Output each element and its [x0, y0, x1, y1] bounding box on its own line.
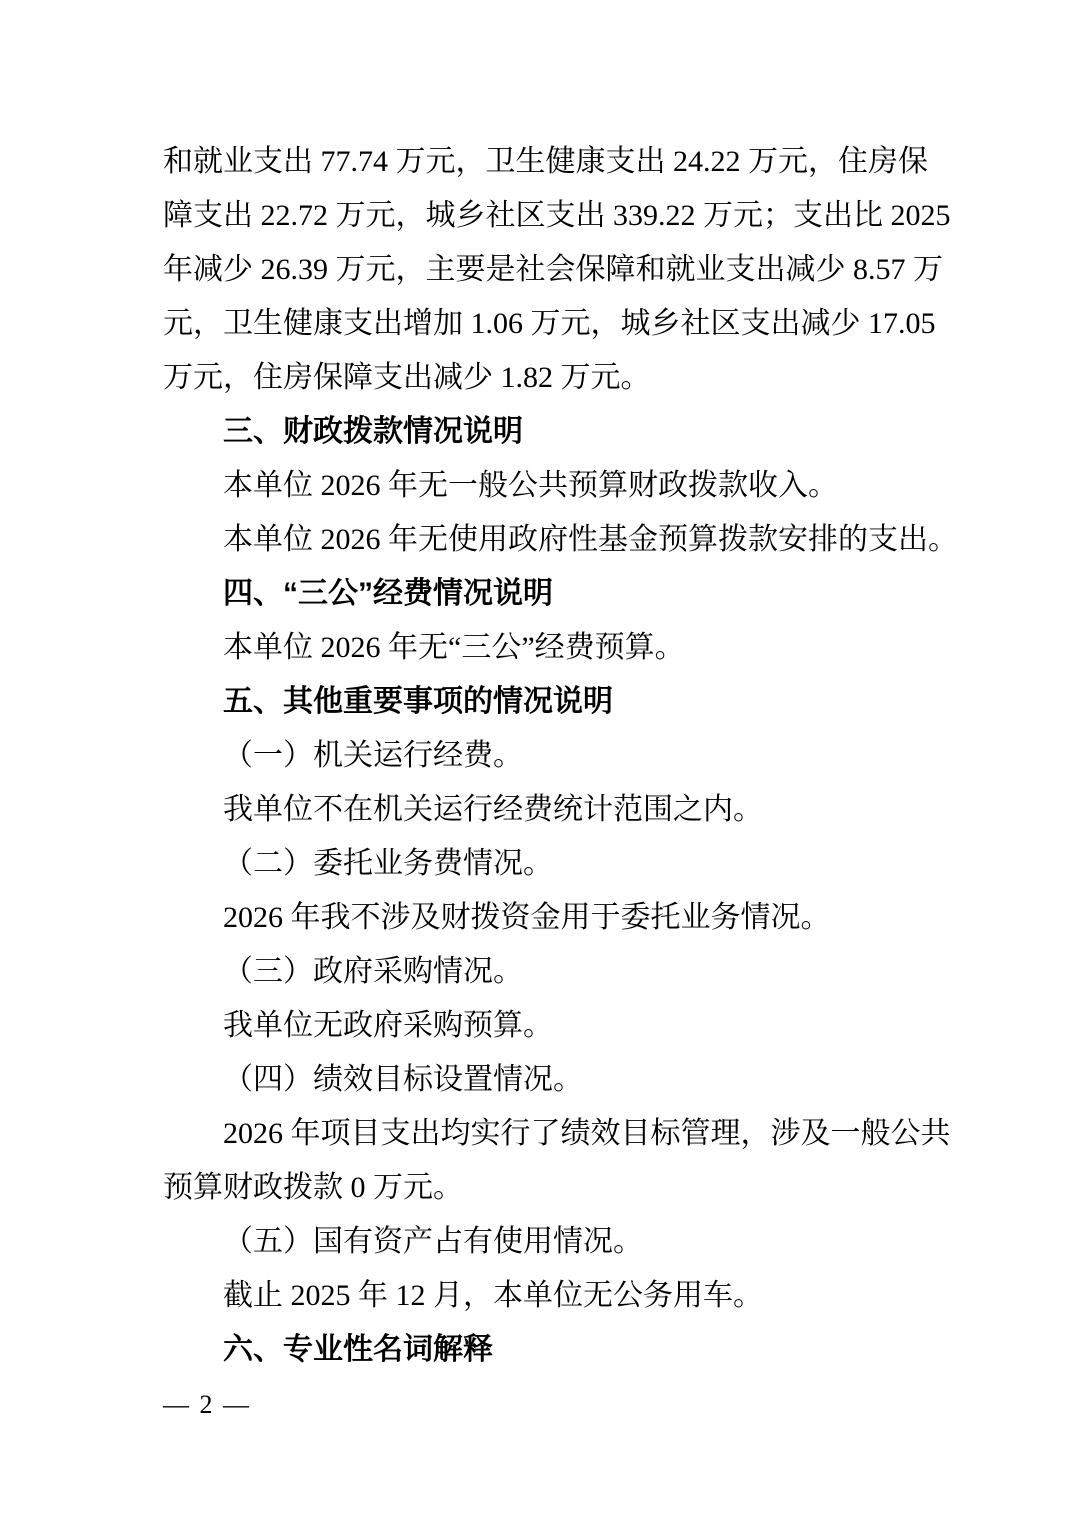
- page-number: — 2 —: [163, 1390, 251, 1419]
- body-line: 我单位无政府采购预算。: [223, 1009, 553, 1042]
- body-line: 本单位 2026 年无使用政府性基金预算拨款安排的支出。: [223, 523, 958, 556]
- heading-section-5-other-important-items: 五、其他重要事项的情况说明: [223, 685, 613, 718]
- body-line: 2026 年我不涉及财拨资金用于委托业务情况。: [223, 901, 831, 934]
- body-line: 预算财政拨款 0 万元。: [163, 1171, 463, 1204]
- body-line: 本单位 2026 年无“三公”经费预算。: [223, 631, 685, 664]
- subitem-heading-state-owned-assets: （五）国有资产占有使用情况。: [223, 1225, 643, 1258]
- subitem-heading-government-procurement: （三）政府采购情况。: [223, 955, 523, 988]
- body-line: 本单位 2026 年无一般公共预算财政拨款收入。: [223, 469, 838, 502]
- paragraph-line: 元，卫生健康支出增加 1.06 万元，城乡社区支出减少 17.05: [163, 307, 936, 340]
- document-body: [163, 135, 958, 1377]
- heading-section-6-terminology: 六、专业性名词解释: [223, 1333, 493, 1366]
- paragraph-line: 和就业支出 77.74 万元，卫生健康支出 24.22 万元，住房保: [163, 145, 928, 178]
- paragraph-line: 年减少 26.39 万元，主要是社会保障和就业支出减少 8.57 万: [163, 253, 943, 286]
- paragraph-line: 万元，住房保障支出减少 1.82 万元。: [163, 361, 651, 394]
- heading-section-3-fiscal-appropriation: 三、财政拨款情况说明: [223, 415, 523, 448]
- body-line: 2026 年项目支出均实行了绩效目标管理，涉及一般公共: [223, 1117, 951, 1150]
- subitem-heading-entrusted-business-fees: （二）委托业务费情况。: [223, 847, 553, 880]
- heading-section-4-three-public-funds: 四、“三公”经费情况说明: [223, 577, 553, 610]
- subitem-heading-agency-operating-costs: （一）机关运行经费。: [223, 739, 523, 772]
- body-line: 截止 2025 年 12 月，本单位无公务用车。: [223, 1279, 763, 1312]
- paragraph-line: 障支出 22.72 万元，城乡社区支出 339.22 万元；支出比 2025: [163, 199, 951, 232]
- subitem-heading-performance-targets: （四）绩效目标设置情况。: [223, 1063, 583, 1096]
- body-line: 我单位不在机关运行经费统计范围之内。: [223, 793, 763, 826]
